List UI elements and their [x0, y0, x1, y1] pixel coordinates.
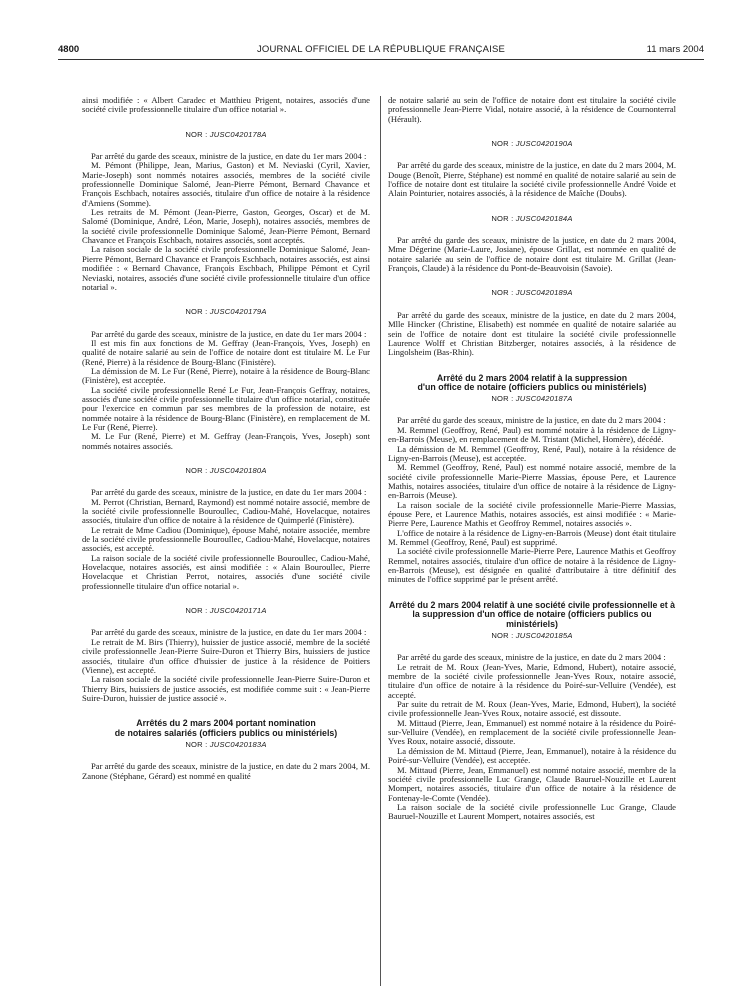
paragraph: M. Mittaud (Pierre, Jean, Emmanuel) est nommé notaire à la résidence du Poiré-sur-Velluire (Vendée), en remplacement de la société civile professionnelle Jean-Yves Roux, notaire associé, dissoute.: [388, 717, 676, 747]
paragraph: La raison sociale de la société civile professionnelle Marie-Pierre Massias, épouse Pere, et Laurence Mathis, notaires associés, est ainsi modifiée : « Marie-Pierre Pere, Laurence Mathis et Geoffroy Remmel, notaires associés ».: [388, 499, 676, 529]
nor-code: JUSC0420178A: [209, 129, 267, 139]
paragraph: Par suite du retrait de M. Roux (Jean-Yves, Marie, Edmond, Hubert), la société civile professionnelle Jean-Yves Roux, notaire associé, est dissoute.: [388, 699, 676, 719]
paragraph: Par arrêté du garde des sceaux, ministre de la justice, en date du 1er mars 2004 :: [91, 151, 367, 162]
paragraph: M. Mittaud (Pierre, Jean, Emmanuel) est nommé notaire associé, membre de la société civile professionnelle Luc Grange, Claude Bauruel-Nouzille et Laurent Mompert, notaires associés, titulaire d'un office de notaire à la résidence de Fontenay-le-Comte (Vendée).: [388, 764, 676, 803]
nor-reference: NOR : JUSC0420190A: [491, 139, 573, 149]
paragraph: ainsi modifiée : « Albert Caradec et Matthieu Prigent, notaires, associés d'une société civile professionnelle titulaire d'un office notarial ».: [82, 95, 370, 115]
paragraph: Par arrêté du garde des sceaux, ministre de la justice, en date du 2 mars 2004, M. Zanone (Stéphane, Gérard) est nommé en qualité: [82, 761, 370, 781]
nor-reference: NOR : JUSC0420183A: [185, 739, 267, 749]
paragraph: M. Le Fur (René, Pierre) et M. Geffray (Jean-François, Yves, Joseph) sont nommés notaires associés.: [82, 431, 370, 451]
paragraph: La démission de M. Remmel (Geoffroy, René, Paul), notaire à la résidence de Ligny-en-Barrois (Meuse), est acceptée.: [388, 443, 676, 463]
paragraph: Par arrêté du garde des sceaux, ministre de la justice, en date du 2 mars 2004, M. Douge (Benoît, Pierre, Stéphane) est nommé en qualité de notaire salarié au sein de l'office de notaire dont est titulaire la société civile professionnelle André Voide et Alain Pointurier, notaires associés, à la résidence de Maîche (Doubs).: [388, 160, 676, 199]
paragraph: La société civile professionnelle Marie-Pierre Pere, Laurence Mathis et Geoffroy Remmel, notaires associés, titulaire d'un office de notaire à la résidence de Ligny-en-Barrois (Meuse), est désignée en qualité d'attributaire à titre définitif des minutes de l'office supprimé par le présent arrêté.: [388, 546, 676, 585]
left-column: [82, 96, 370, 781]
section-heading-line: Arrêté du 2 mars 2004 relatif à la suppression: [436, 372, 628, 383]
paragraph: La société civile professionnelle René Le Fur, Jean-François Geffray, notaires, associés d'une société civile professionnelle titulaire d'un office notarial, constituée pour l'exercice en commun par ses membres de la profession de notaire, est nommée notaire à la résidence de Bourg-Blanc (Finistère), en remplacement de M. Le Fur (René, Pierre).: [82, 384, 370, 432]
nor-reference: NOR : JUSC0420184A: [491, 213, 573, 223]
nor-reference: NOR : JUSC0420178A: [185, 129, 267, 139]
paragraph: M. Remmel (Geoffroy, René, Paul) est nommé notaire associé, membre de la société civile professionnelle Marie-Pierre Massias, épouse Pere, et Laurence Mathis, notaires associées, titulaire d'un office de notaire à la résidence de Ligny-en-Barrois (Meuse).: [388, 462, 676, 501]
header-rule: [58, 59, 704, 60]
nor-reference: NOR : JUSC0420185A: [491, 631, 573, 641]
nor-code: JUSC0420187A: [515, 394, 573, 404]
nor-code: JUSC0420171A: [209, 606, 267, 616]
paragraph: Le retrait de M. Birs (Thierry), huissier de justice associé, membre de la société civile professionnelle Jean-Pierre Suire-Duron et Thierry Birs, huissiers de justice associés, titulaire d'un office d'huissier de justice à la résidence de Poitiers (Vienne), est accepté.: [82, 636, 370, 675]
paragraph: La démission de M. Le Fur (René, Pierre), notaire à la résidence de Bourg-Blanc (Finistère), est acceptée.: [82, 365, 370, 386]
paragraph: M. Perrot (Christian, Bernard, Raymond) est nommé notaire associé, membre de la société civile professionnelle Bouroullec, Cadiou-Mahé, Hovelacque, notaires associés, titulaire d'un office de notaire à la résidence de Quimperlé (Finistère).: [82, 496, 370, 526]
nor-reference: NOR : JUSC0420180A: [185, 466, 267, 475]
journal-title: JOURNAL OFFICIEL DE LA RÉPUBLIQUE FRANÇAISE: [256, 44, 506, 55]
nor-reference: NOR : JUSC0420187A: [491, 394, 573, 404]
right-column: [388, 96, 676, 822]
section-heading: [82, 719, 370, 739]
paragraph: M. Remmel (Geoffroy, René, Paul) est nommé notaire à la résidence de Ligny-en-Barrois (Meuse), en remplacement de M. Tristant (Michel, Homère), décédé.: [388, 424, 676, 445]
paragraph: Le retrait de M. Roux (Jean-Yves, Marie, Edmond, Hubert), notaire associé, membre de la société civile professionnelle Jean-Yves Roux, notaire associé, titulaire d'un office de notaire à la résidence du Poiré-sur-Velluire (Vendée), est accepté.: [388, 661, 676, 700]
paragraph: Les retraits de M. Pémont (Jean-Pierre, Gaston, Georges, Oscar) et de M. Salomé (Dominique, André, Léon, Marie, Joseph), notaires associés, membres de la société civile professionnelle Dominique Salomé, Jean-Pierre Pémont, Bernard Chavance et François Eschbach, notaires associés, sont acceptés.: [82, 207, 370, 246]
paragraph: de notaire salarié au sein de l'office de notaire dont est titulaire la société civile professionnelle Jean-Pierre Vidal, notaire associé, à la résidence de Cournonterral (Hérault).: [388, 95, 676, 124]
section-heading-line: d'un office de notaire (officiers publics ou ministériels): [417, 382, 647, 393]
paragraph: Par arrêté du garde des sceaux, ministre de la justice, en date du 1er mars 2004 :: [91, 328, 367, 339]
paragraph: Par arrêté du garde des sceaux, ministre de la justice, en date du 2 mars 2004, Mlle Hincker (Christine, Elisabeth) est nommée en qualité de notaire salariée au sein de l'office de notaire dont est titulaire la société civile professionnelle Laurence Wolff et Christian Bitzberger, notaires associés, à la résidence de Lingolsheim (Bas-Rhin).: [388, 309, 676, 358]
nor-reference: NOR : JUSC0420179A: [185, 307, 267, 317]
column-divider: [380, 96, 381, 986]
nor-code: JUSC0420189A: [515, 288, 573, 298]
nor-reference: NOR : JUSC0420189A: [491, 288, 573, 298]
nor-code: JUSC0420180A: [209, 466, 267, 475]
nor-code: JUSC0420185A: [515, 631, 573, 641]
paragraph: M. Pémont (Philippe, Jean, Marius, Gaston) et M. Neviaski (Cyril, Xavier, Marie-Joseph) sont nommés notaires associés, membres de la société civile professionnelle Dominique Salomé, Jean-Pierre Pémont, Bernard Chavance et François Eschbach, notaires associés, titulaire d'un office de notaire à la résidence d'Amiens (Somme).: [82, 160, 370, 208]
paragraph: La raison sociale de la société civile professionnelle Jean-Pierre Suire-Duron et Thierry Birs, huissiers de justice associés, est modifiée comme suit : « Jean-Pierre Suire-Duron, huissier de justice associé ».: [82, 674, 370, 703]
paragraph: La raison sociale de la société civile professionnelle Luc Grange, Claude Bauruel-Nouzille et Laurent Mompert, notaires associés, est: [388, 801, 676, 822]
paragraph: Le retrait de Mme Cadiou (Dominique), épouse Mahé, notaire associée, membre de la société civile professionnelle Bouroullec, Cadiou-Mahé, Hovelacque, notaires associés, est accepté.: [82, 524, 370, 554]
paragraph: Par arrêté du garde des sceaux, ministre de la justice, en date du 2 mars 2004 :: [397, 415, 666, 426]
nor-code: JUSC0420183A: [209, 739, 267, 749]
page-number: 4800: [58, 44, 80, 55]
paragraph: Par arrêté du garde des sceaux, ministre de la justice, en date du 2 mars 2004 :: [397, 652, 666, 663]
section-heading: [388, 601, 676, 630]
issue-date: 11 mars 2004: [646, 44, 704, 55]
nor-code: JUSC0420179A: [209, 307, 267, 317]
nor-reference: NOR : JUSC0420171A: [185, 606, 267, 616]
paragraph: La raison sociale de la société civile professionnelle Dominique Salomé, Jean-Pierre Pémont, Bernard Chavance et François Eschbach, notaires associés, est ainsi modifiée : « Bernard Chavance, François Eschbach, Philippe Pémont et Cyril Neviaski, notaires, associés d'une société civile professionnelle titulaire d'un office notarial ».: [82, 244, 370, 292]
section-heading-line: Arrêté du 2 mars 2004 relatif à une société civile professionnelle et à la suppression d'un office de notaire (officiers publics ou ministériels): [388, 599, 676, 630]
paragraph: Par arrêté du garde des sceaux, ministre de la justice, en date du 2 mars 2004, Mme Dégerine (Marie-Laure, Josiane), épouse Grillat, est nommée en qualité de notaire salariée au sein de l'office de notaire dont est titulaire M. Grillat (Jean-François, Claude) à la résidence du Pont-de-Beauvoisin (Savoie).: [388, 235, 676, 274]
paragraph: La démission de M. Mittaud (Pierre, Jean, Emmanuel), notaire à la résidence du Poiré-sur-Velluire (Vendée), est acceptée.: [388, 745, 676, 766]
page-header: [58, 44, 704, 58]
paragraph: Il est mis fin aux fonctions de M. Geffray (Jean-François, Yves, Joseph) en qualité de notaire salarié au sein de l'office de notaire dont est titulaire M. Le Fur (René, Pierre) à la résidence de Bourg-Blanc (Finistère).: [82, 337, 370, 367]
nor-code: JUSC0420190A: [515, 139, 573, 149]
paragraph: Par arrêté du garde des sceaux, ministre de la justice, en date du 1er mars 2004 :: [91, 627, 367, 638]
section-heading-line: de notaires salariés (officiers publics ou ministériels): [114, 728, 338, 739]
paragraph: La raison sociale de la société civile professionnelle Bouroullec, Cadiou-Mahé, Hovelacque, notaires associés, est ainsi modifiée : « Alain Bouroullec, Pierre Hovelacque et Christian Perrot, notaires, associés d'une société civile professionnelle titulaire d'un office notarial ».: [82, 552, 370, 591]
nor-code: JUSC0420184A: [515, 213, 573, 223]
paragraph: Par arrêté du garde des sceaux, ministre de la justice, en date du 1er mars 2004 :: [91, 487, 367, 498]
paragraph: L'office de notaire à la résidence de Ligny-en-Barrois (Meuse) dont était titulaire M. Remmel (Geoffroy, René, Paul) est supprimé.: [388, 527, 676, 547]
section-heading: [388, 374, 676, 394]
section-heading-line: Arrêtés du 2 mars 2004 portant nomination: [136, 718, 316, 729]
